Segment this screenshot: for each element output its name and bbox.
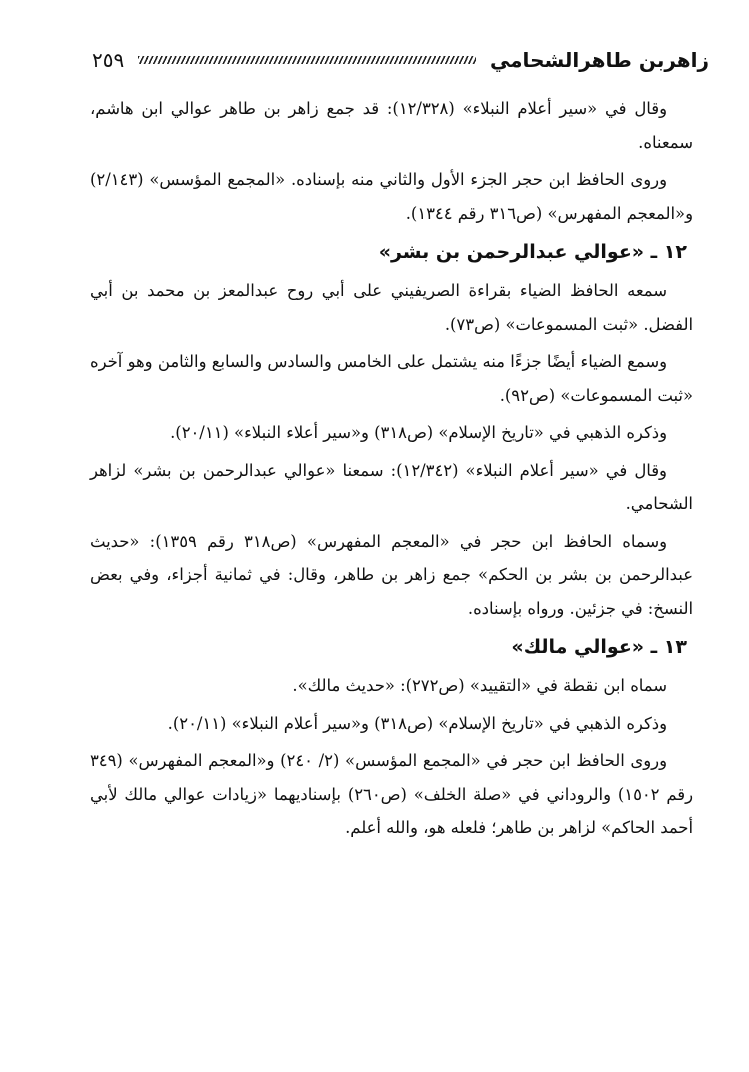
paragraph: وروى الحافظ ابن حجر في «المجمع المؤسس» (٢/ ٢٤٠) و«المعجم المفهرس» (٣٤٩ رقم ١٥٠٢) والروداني في «صلة الخلف» (ص٢٦٠) بإسناديهما «زيادات عوالي مالك لأبي أحمد الحاكم» لزاهر بن طاهر؛ فلعله هو، والله أعلم. bbox=[90, 751, 694, 837]
running-title: زاهربن طاهرالشحامي bbox=[489, 48, 709, 72]
paragraph: وذكره الذهبي في «تاريخ الإسلام» (ص٣١٨) و«سير أعلاء النبلاء» (٢٠/١١). bbox=[170, 423, 667, 442]
page-body bbox=[90, 92, 693, 849]
page-number: ٢٥٩ bbox=[92, 48, 125, 72]
paragraph: وسماه الحافظ ابن حجر في «المعجم المفهرس» (ص٣١٨ رقم ١٣٥٩): «حديث عبدالرحمن بن بشر بن الحكم» جمع زاهر بن طاهر، وقال: في ثمانية أجزاء، وفي بعض النسخ: في جزئين. ورواه بإسناده. bbox=[90, 531, 693, 618]
section-heading: ١٣ ـ «عوالي مالك» bbox=[511, 636, 687, 658]
section-heading: ١٢ ـ «عوالي عبدالرحمن بن بشر» bbox=[378, 241, 687, 263]
paragraph: وقال في «سير أعلام النبلاء» (١٢/٣٤٢): سمعنا «عوالي عبدالرحمن بن بشر» لزاهر الشحامي. bbox=[90, 460, 693, 513]
paragraph: وسمع الضياء أيضًا جزءًا منه يشتمل على الخامس والسادس والسابع والثامن وهو آخره «ثبت المسموعات» (ص٩٢). bbox=[90, 352, 693, 405]
paragraph: سمعه الحافظ الضياء بقراءة الصريفيني على أبي روح عبدالمعز بن محمد بن أبي الفضل. «ثبت المسموعات» (ص٧٣). bbox=[90, 281, 693, 334]
paragraph: وقال في «سير أعلام النبلاء» (١٢/٣٢٨): قد جمع زاهر بن طاهر عوالي ابن هاشم، سمعناه. bbox=[90, 99, 693, 152]
paragraph: سماه ابن نقطة في «التقييد» (ص٢٧٢): «حديث مالك». bbox=[292, 676, 667, 695]
paragraph: وذكره الذهبي في «تاريخ الإسلام» (ص٣١٨) و«سير أعلام النبلاء» (٢٠/١١). bbox=[167, 713, 667, 733]
paragraph: وروى الحافظ ابن حجر الجزء الأول والثاني منه بإسناده. «المجمع المؤسس» (٢/١٤٣) و«المعجم المفهرس» (ص٣١٦ رقم ١٣٤٤). bbox=[90, 170, 693, 223]
page-header bbox=[92, 40, 709, 80]
header-rule bbox=[138, 56, 476, 64]
